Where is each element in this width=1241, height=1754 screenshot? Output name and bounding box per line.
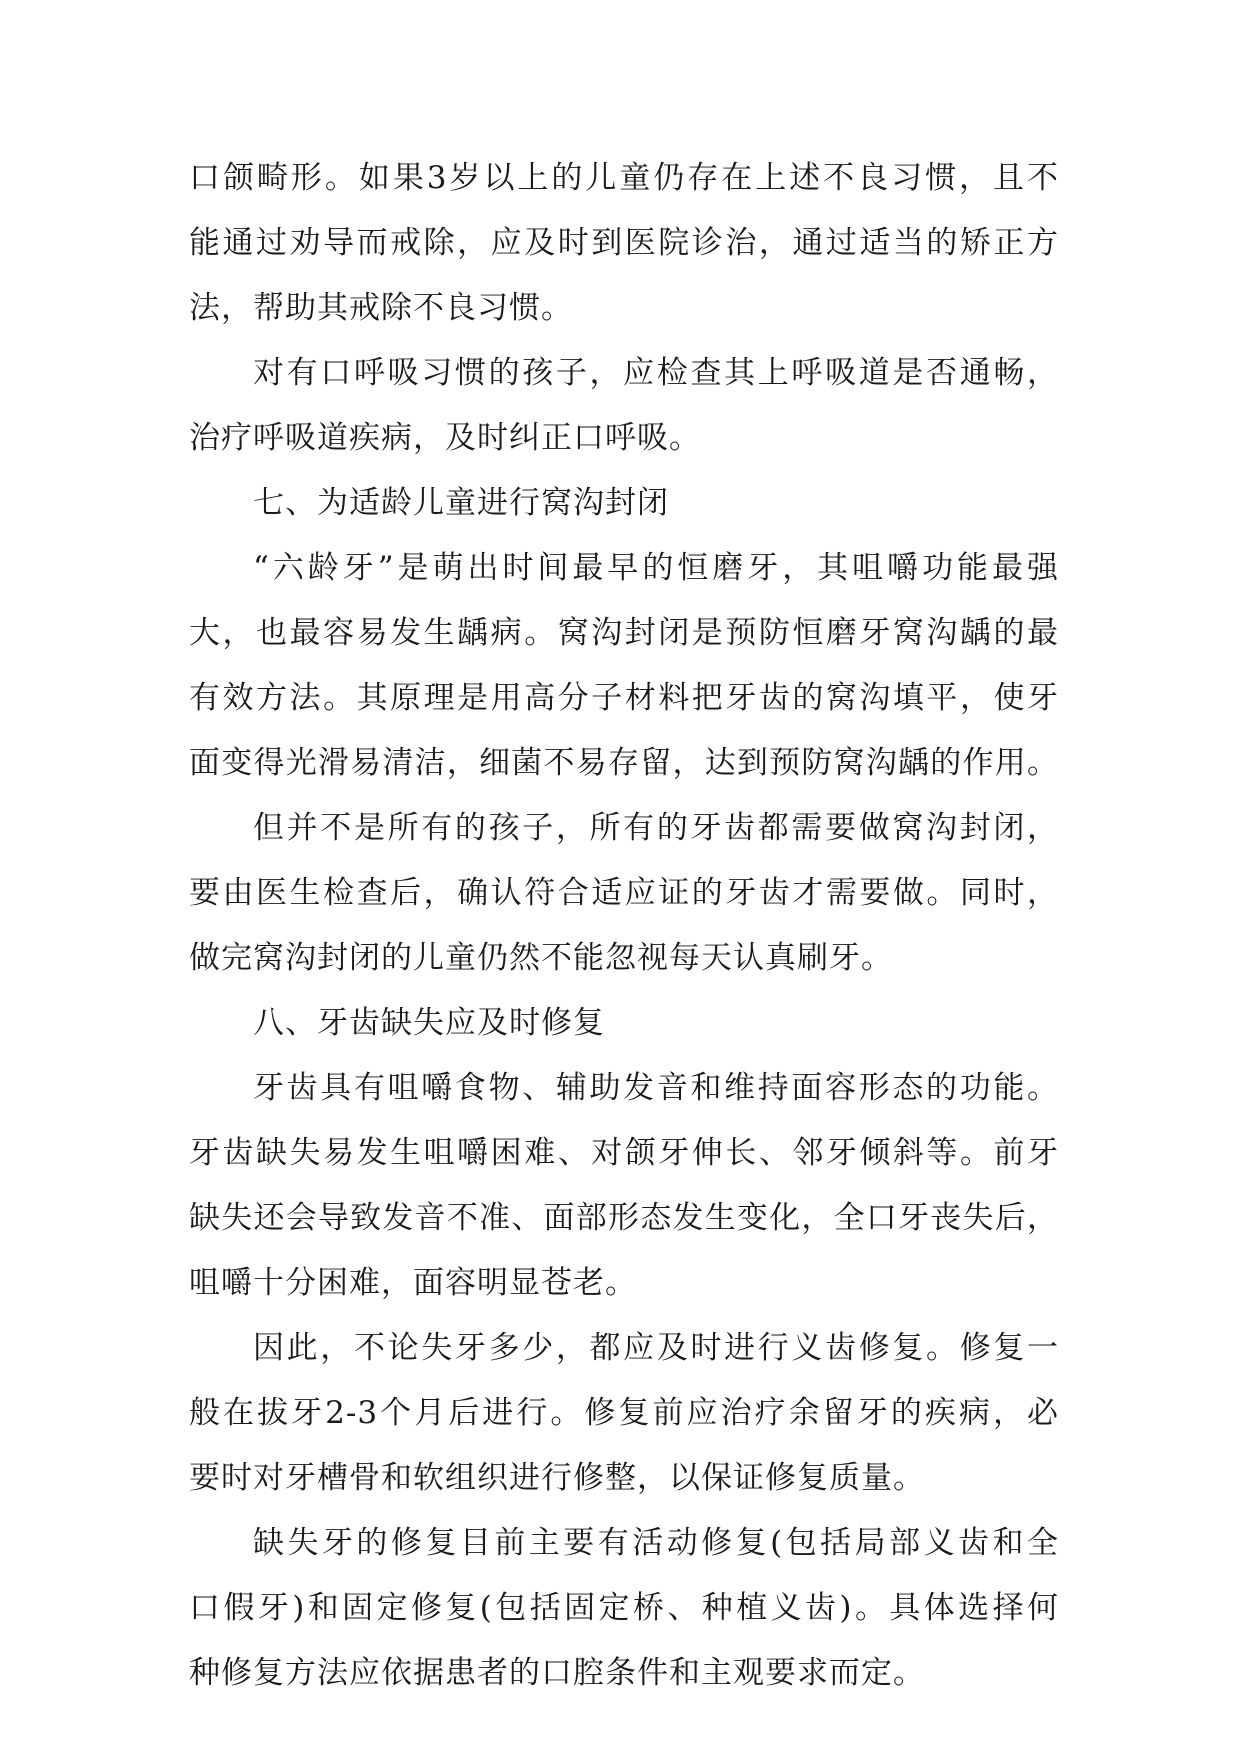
text-line: “六龄牙”是萌出时间最早的恒磨牙，其咀嚼功能最强	[253, 550, 1059, 586]
text-line: 法，帮助其戒除不良习惯。	[189, 290, 573, 326]
text-line: 因此，不论失牙多少，都应及时进行义齿修复。修复一	[253, 1330, 1059, 1366]
text-line: 牙齿缺失易发生咀嚼困难、对颌牙伸长、邻牙倾斜等。前牙	[189, 1135, 1059, 1171]
text-line: 对有口呼吸习惯的孩子，应检查其上呼吸道是否通畅，	[253, 355, 1059, 391]
text-line: 般在拔牙2-3个月后进行。修复前应治疗余留牙的疾病，必	[189, 1395, 1059, 1431]
text-line: 缺失还会导致发音不准、面部形态发生变化，全口牙丧失后，	[189, 1200, 1059, 1236]
text-line: 面变得光滑易清洁，细菌不易存留，达到预防窝沟龋的作用。	[189, 745, 1059, 781]
text-line: 要时对牙槽骨和软组织进行修整，以保证修复质量。	[189, 1460, 925, 1496]
text-line: 八、牙齿缺失应及时修复	[253, 1005, 605, 1041]
text-line: 缺失牙的修复目前主要有活动修复(包括局部义齿和全	[253, 1525, 1059, 1561]
text-line: 口颌畸形。如果3岁以上的儿童仍存在上述不良习惯，且不	[189, 160, 1059, 196]
text-line: 种修复方法应依据患者的口腔条件和主观要求而定。	[189, 1655, 925, 1691]
text-line: 要由医生检查后，确认符合适应证的牙齿才需要做。同时，	[189, 875, 1059, 911]
text-line: 牙齿具有咀嚼食物、辅助发音和维持面容形态的功能。	[253, 1070, 1059, 1106]
text-line: 能通过劝导而戒除，应及时到医院诊治，通过适当的矫正方	[189, 225, 1059, 261]
text-line: 大，也最容易发生龋病。窝沟封闭是预防恒磨牙窝沟龋的最	[189, 615, 1059, 651]
text-line: 但并不是所有的孩子，所有的牙齿都需要做窝沟封闭，	[253, 810, 1059, 846]
text-line: 治疗呼吸道疾病，及时纠正口呼吸。	[189, 420, 701, 456]
text-line: 口假牙)和固定修复(包括固定桥、种植义齿)。具体选择何	[189, 1590, 1059, 1626]
text-line: 有效方法。其原理是用高分子材料把牙齿的窝沟填平，使牙	[189, 680, 1059, 716]
document-body	[189, 158, 1059, 1718]
text-line: 做完窝沟封闭的儿童仍然不能忽视每天认真刷牙。	[189, 940, 893, 976]
text-line: 咀嚼十分困难，面容明显苍老。	[189, 1265, 637, 1301]
text-line: 七、为适龄儿童进行窝沟封闭	[253, 485, 669, 521]
